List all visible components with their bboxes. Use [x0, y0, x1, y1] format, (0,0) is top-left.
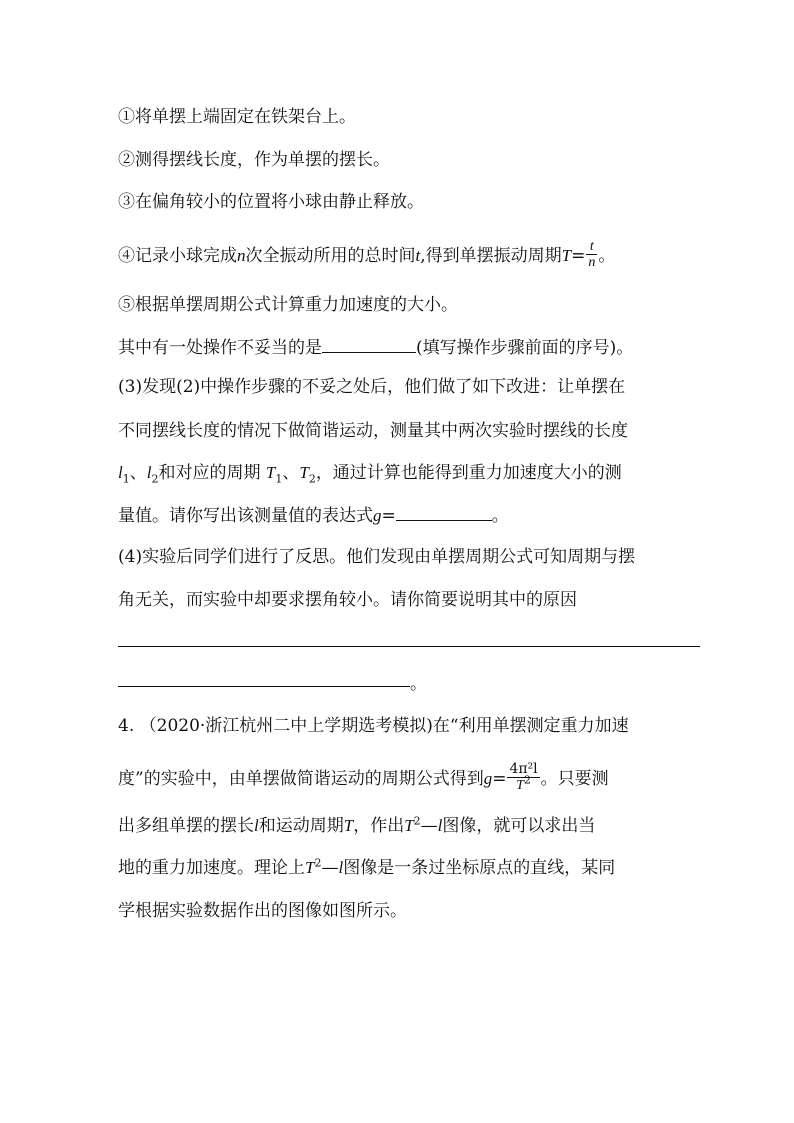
var-g: g: [373, 506, 382, 525]
var-T1: T: [265, 463, 276, 482]
problem-4-line-5: 学根据实验数据作出的图像如图所示。: [118, 901, 407, 921]
question-3-line-3: $l_1$、$l_2$和对应的周期 $T_1$、$T_2$，通过计算也能得到重力加速度大小的测: [118, 463, 622, 486]
problem-4-line-4: 地的重力加速度。理论上$T^2—l$图像是一条过坐标原点的直线，某同: [118, 856, 616, 878]
var-l2: l: [146, 463, 152, 482]
question-3-line-4: 量值。请你写出该测量值的表达式g= 。: [118, 506, 509, 526]
question-2-line: [118, 338, 718, 358]
step-4-text-c: ,得到单摆振动周期: [420, 246, 562, 266]
var-l1: l: [118, 463, 123, 482]
problem-4-line-1: 4. （2020·浙江杭州二中上学期选考模拟)在“利用单摆测定重力加速: [118, 716, 629, 736]
step-5: ⑤根据单摆周期公式计算重力加速度的大小。: [118, 295, 458, 315]
var-T2: T: [299, 463, 309, 482]
fraction-denominator: n: [588, 255, 596, 270]
fraction-numerator: t: [586, 239, 597, 255]
var-t: t: [415, 246, 421, 265]
question-3-line-1: (3)发现(2)中操作步骤的不妥之处后，他们做了如下改进：让单摆在: [118, 377, 626, 397]
answer-line-4a[interactable]: [118, 646, 700, 647]
var-g: g: [483, 769, 493, 788]
answer-blank-3[interactable]: [396, 506, 492, 521]
var-l: l: [437, 816, 443, 835]
question-4-line-2: 角无关，而实验中却要求摆角较小。请你简要说明其中的原因: [118, 590, 577, 610]
var-l: l: [338, 858, 344, 877]
answer-line-period: 。: [410, 674, 427, 694]
question-3-line-2: 不同摆线长度的情况下做简谐运动，测量其中两次实验时摆线的长度: [118, 421, 628, 441]
problem-4-line-3: 出多组单摆的摆长l和运动周期T，作出$T^2—l$图像，就可以求出当: [118, 814, 596, 836]
step-2: ②测得摆线长度，作为单摆的摆长。: [118, 150, 390, 170]
step-4-end: 。: [598, 246, 616, 266]
step-3: ③在偏角较小的位置将小球由静止释放。: [118, 192, 424, 212]
answer-blank-2[interactable]: [322, 338, 416, 353]
var-T: T: [561, 246, 572, 265]
step-4: [118, 241, 718, 272]
var-T2: T: [305, 858, 315, 877]
step-4-text-a: ④记录小球完成: [118, 246, 237, 266]
fraction-numerator: 4π²l: [509, 761, 538, 777]
fraction-period-formula: [507, 762, 539, 793]
fraction-denominator: $T^2$: [516, 773, 531, 793]
equals-sign: =: [571, 246, 586, 266]
step-1: ①将单摆上端固定在铁架台上。: [118, 107, 356, 127]
var-n: n: [237, 246, 246, 265]
var-T2: T: [404, 816, 414, 835]
problem-4-line-2: 度”的实验中，由单摆做简谐运动的周期公式得到g= $\frac{\text{4π²l}}{T^2}$ 。只要测: [118, 761, 609, 793]
answer-line-4b[interactable]: [118, 686, 410, 687]
step-4-text-b: 次全振动所用的总时间: [245, 246, 416, 266]
var-T: T: [343, 816, 354, 835]
question-2-text-a: 其中有一处操作不妥当的是: [118, 338, 322, 358]
fraction-t-over-n: [586, 239, 597, 270]
var-l: l: [254, 816, 259, 835]
question-2-text-b: (填写操作步骤前面的序号)。: [416, 338, 634, 358]
question-4-line-1: (4)实验后同学们进行了反思。他们发现由单摆周期公式可知周期与摆: [118, 547, 636, 567]
